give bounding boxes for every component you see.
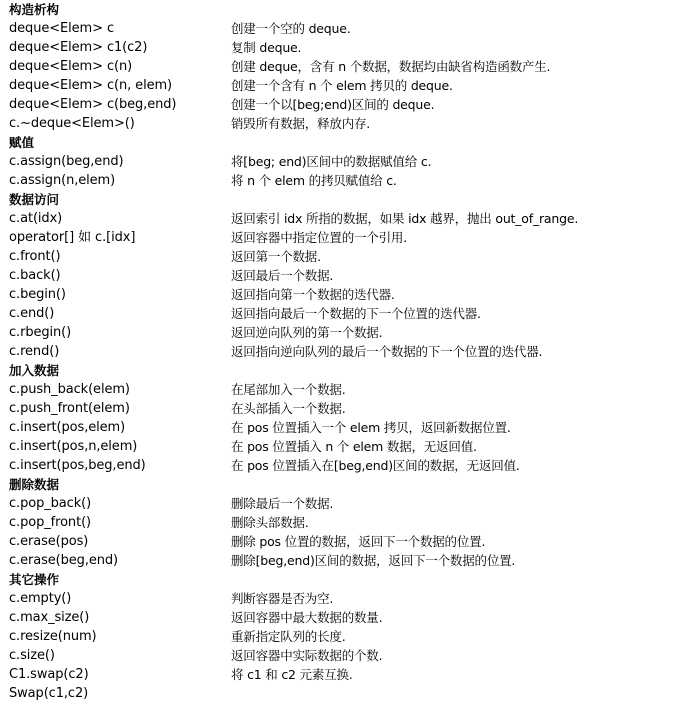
api-signature: c.front() [9,249,61,264]
api-description: 将 n 个 elem 的拷贝赋值给 c. [231,173,397,188]
api-signature: c.resize(num) [9,629,97,644]
table-row [9,266,697,285]
api-signature: Swap(c1,c2) [9,686,89,701]
table-row [9,399,697,418]
api-description: 创建 deque，含有 n 个数据，数据均由缺省构造函数产生. [231,59,551,74]
table-row [9,551,697,570]
table-row [9,304,697,323]
table-row [9,437,697,456]
table-row [9,19,697,38]
api-description: 删除[beg,end)区间的数据，返回下一个数据的位置. [231,553,516,568]
api-description: 创建一个空的 deque. [231,21,351,36]
table-row [9,247,697,266]
api-signature: c.rbegin() [9,325,72,340]
api-signature: deque<Elem> c [9,21,114,36]
table-row [9,418,697,437]
section-heading-delete-data: 删除数据 [9,477,60,492]
table-row [9,209,697,228]
section-heading-constructors: 构造析构 [9,2,60,17]
api-signature: c.back() [9,268,61,283]
table-row [9,627,697,646]
table-row [9,513,697,532]
api-signature: c.size() [9,648,55,663]
section-heading-data-access: 数据访问 [9,192,60,207]
api-signature: c.insert(pos,n,elem) [9,439,138,454]
table-row [9,228,697,247]
api-signature: deque<Elem> c(n, elem) [9,78,173,93]
api-signature: c.pop_front() [9,515,92,530]
api-description: 在 pos 位置插入在[beg,end)区间的数据，无返回值. [231,458,520,473]
api-signature: c.erase(pos) [9,534,89,549]
table-row [9,456,697,475]
table-row [9,38,697,57]
api-description: 将 c1 和 c2 元素互换. [231,667,353,682]
api-description: 重新指定队列的长度. [231,629,346,644]
api-signature: operator[] 如 c.[idx] [9,230,136,245]
table-row [9,114,697,133]
api-description: 返回指向逆向队列的最后一个数据的下一个位置的迭代器. [231,344,543,359]
api-description: 返回逆向队列的第一个数据. [231,325,383,340]
api-description: 在尾部加入一个数据. [231,382,346,397]
api-description: 判断容器是否为空. [231,591,334,606]
api-signature: c.max_size() [9,610,90,625]
api-description: 在头部插入一个数据. [231,401,346,416]
section-heading-other-operations: 其它操作 [9,572,60,587]
api-description: 返回容器中实际数据的个数. [231,648,383,663]
table-row [9,323,697,342]
api-signature: c.insert(pos,elem) [9,420,126,435]
api-description: 删除头部数据. [231,515,309,530]
api-description: 创建一个以[beg;end)区间的 deque. [231,97,435,112]
table-row [9,494,697,513]
table-row [9,342,697,361]
api-description: 将[beg; end)区间中的数据赋值给 c. [231,154,432,169]
api-signature: deque<Elem> c(n) [9,59,133,74]
api-signature: c.assign(n,elem) [9,173,116,188]
table-row [9,57,697,76]
api-description: 在 pos 位置插入一个 elem 拷贝，返回新数据位置. [231,420,511,435]
api-description: 返回索引 idx 所指的数据，如果 idx 越界，抛出 out_of_range. [231,211,579,226]
api-description: 删除 pos 位置的数据，返回下一个数据的位置. [231,534,486,549]
table-row [9,171,697,190]
api-description: 在 pos 位置插入 n 个 elem 数据，无返回值. [231,439,477,454]
api-signature: deque<Elem> c(beg,end) [9,97,177,112]
table-row [9,665,697,684]
api-signature: c.push_front(elem) [9,401,130,416]
api-description: 返回容器中最大数据的数量. [231,610,383,625]
table-row [9,76,697,95]
api-description: 返回最后一个数据. [231,268,334,283]
api-description: 返回指向最后一个数据的下一个位置的迭代器. [231,306,481,321]
section-heading-assignment: 赋值 [9,135,35,150]
table-row [9,285,697,304]
api-signature: c.empty() [9,591,72,606]
api-signature: c.insert(pos,beg,end) [9,458,146,473]
table-row [9,608,697,627]
api-description [231,684,697,703]
table-row [9,532,697,551]
table-row [9,589,697,608]
api-signature: deque<Elem> c1(c2) [9,40,148,55]
api-signature: c.begin() [9,287,66,302]
table-row [9,152,697,171]
api-signature: c.assign(beg,end) [9,154,124,169]
table-row [9,646,697,665]
api-description: 返回容器中指定位置的一个引用. [231,230,407,245]
table-row [9,684,697,703]
api-signature: c.pop_back() [9,496,92,511]
api-description: 删除最后一个数据. [231,496,334,511]
section-heading-insert-data: 加入数据 [9,363,60,378]
table-row [9,380,697,399]
api-signature: c.end() [9,306,55,321]
api-signature: c.push_back(elem) [9,382,130,397]
api-signature: c.at(idx) [9,211,63,226]
api-signature: c.~deque<Elem>() [9,116,135,131]
api-description: 销毁所有数据，释放内存. [231,116,371,131]
table-row [9,95,697,114]
api-description: 返回第一个数据. [231,249,321,264]
api-signature: c.erase(beg,end) [9,553,119,568]
api-description: 返回指向第一个数据的迭代器. [231,287,395,302]
api-description: 复制 deque. [231,40,302,55]
api-signature: C1.swap(c2) [9,667,89,682]
api-description: 创建一个含有 n 个 elem 拷贝的 deque. [231,78,453,93]
api-signature: c.rend() [9,344,60,359]
